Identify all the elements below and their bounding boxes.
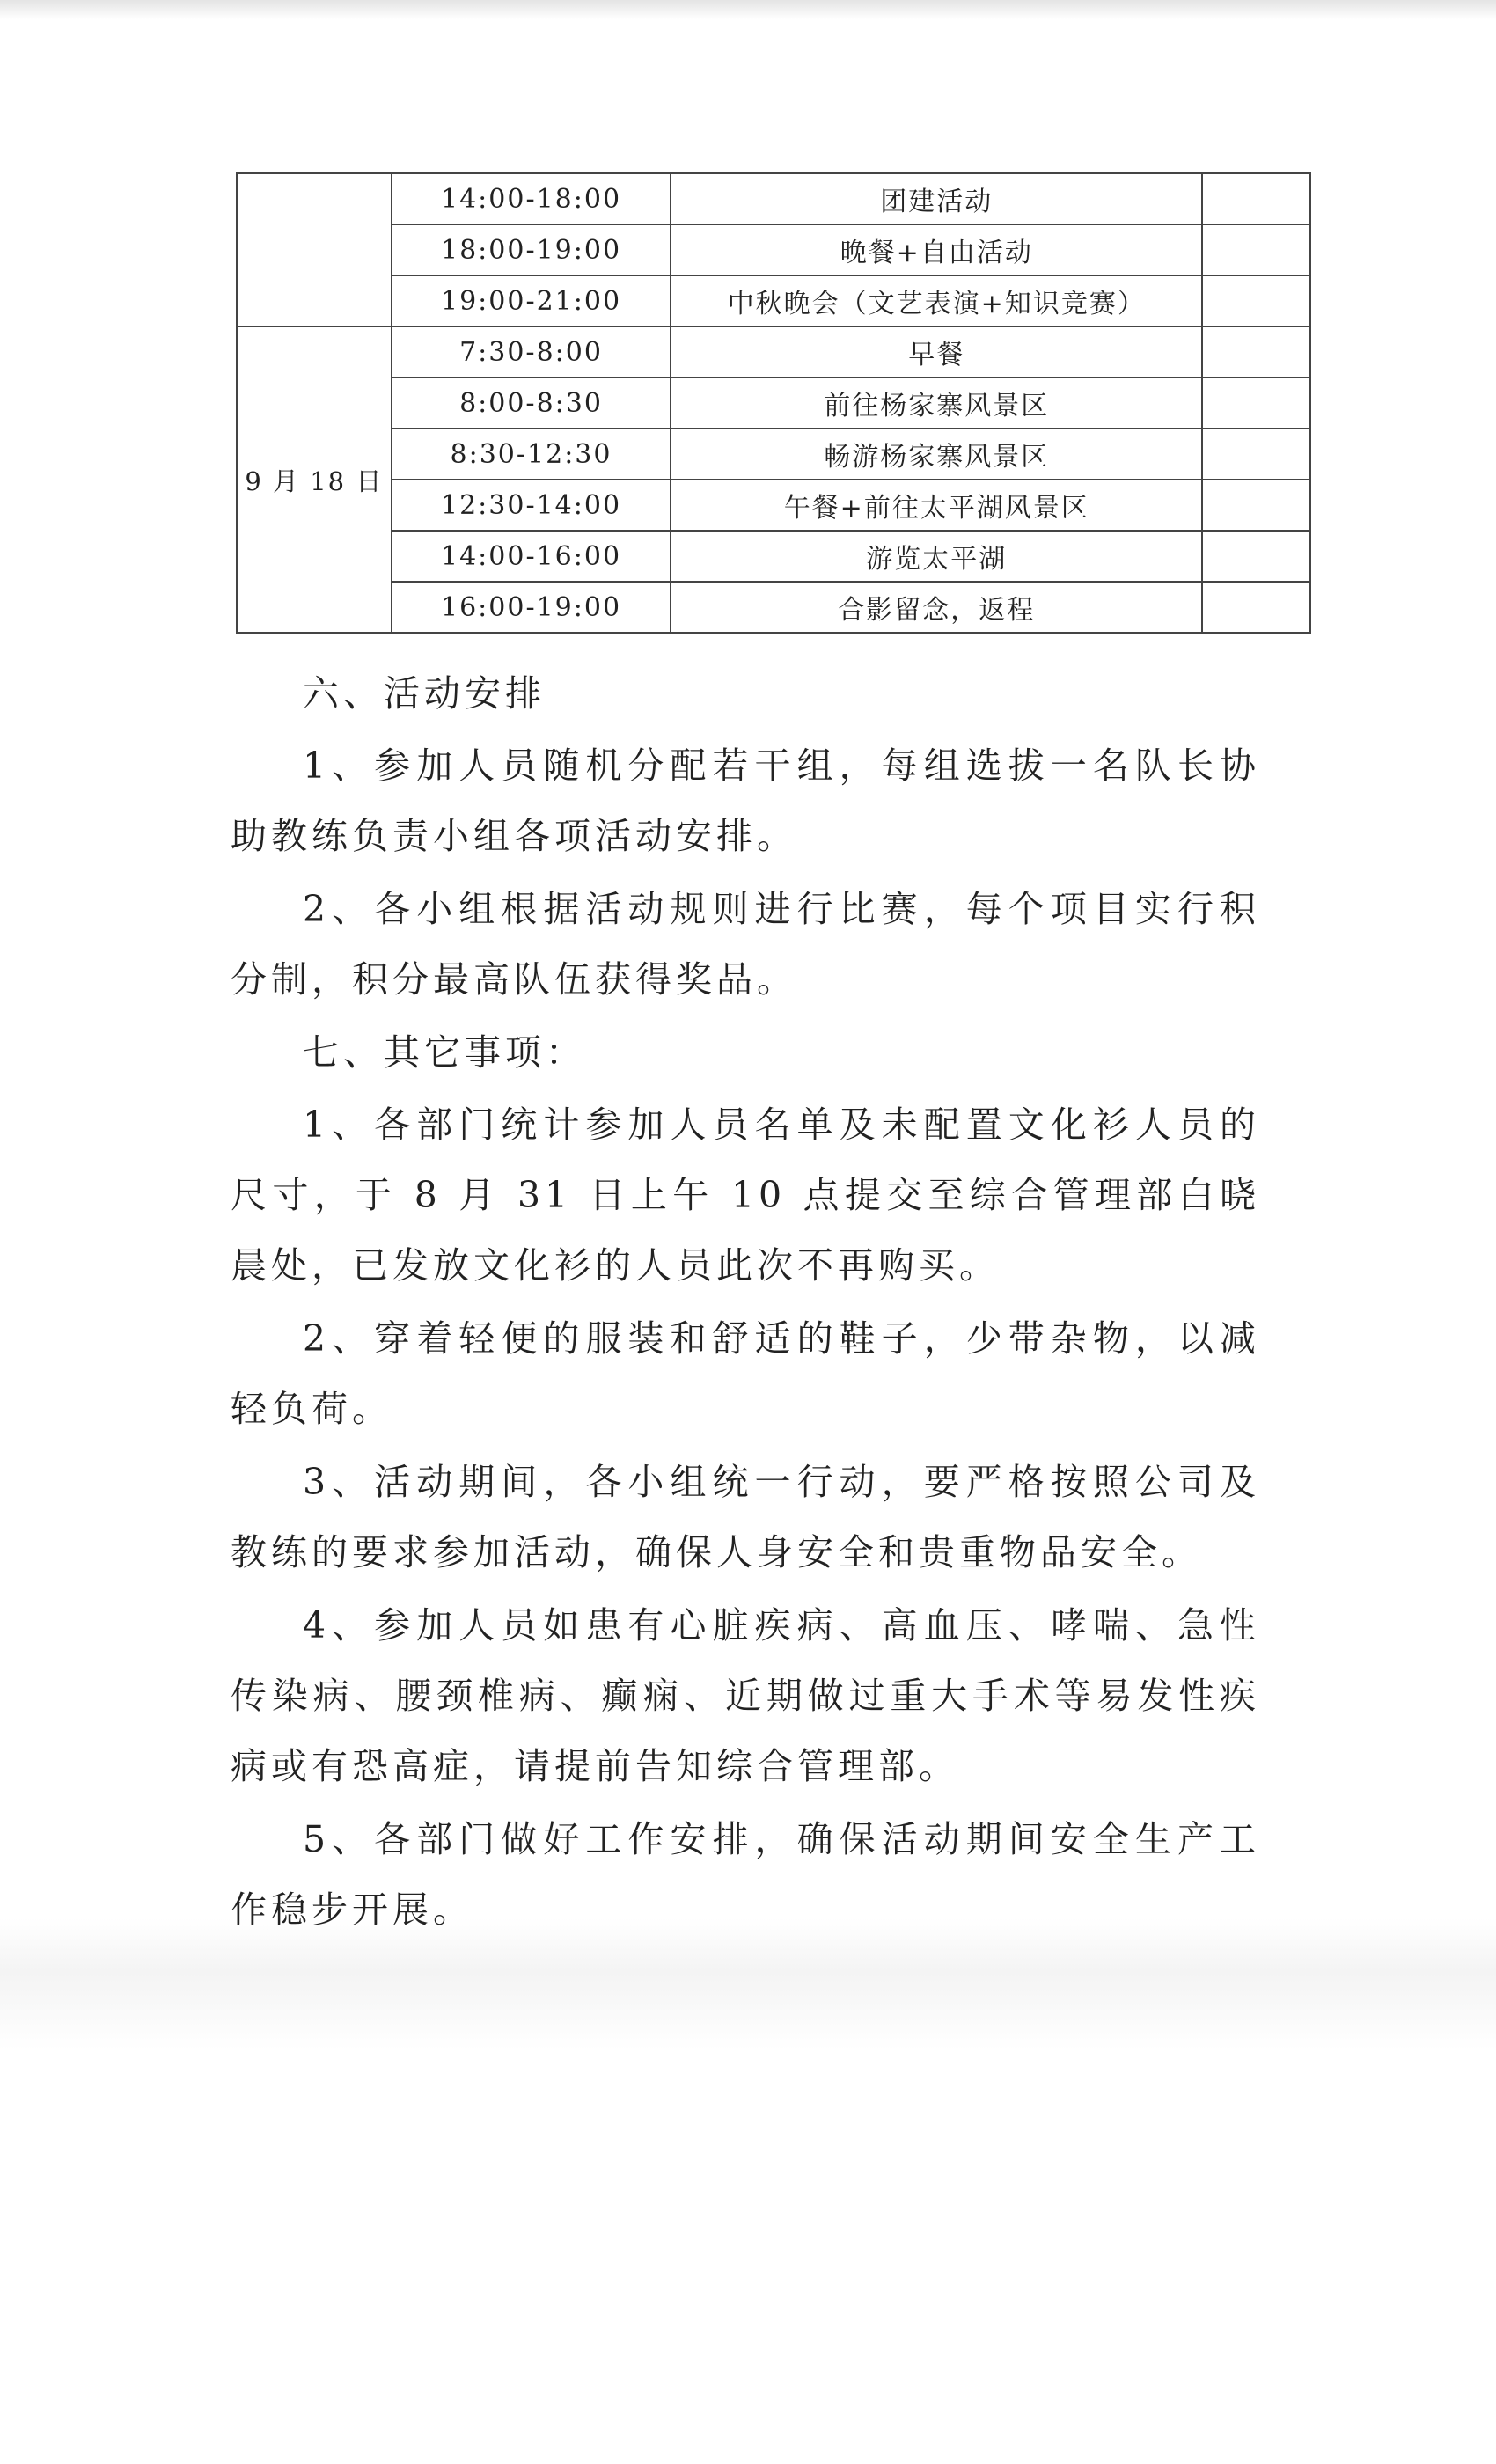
note-cell — [1202, 173, 1310, 224]
table-row — [237, 582, 1310, 633]
activity-cell: 合影留念，返程 — [671, 582, 1202, 633]
note-cell — [1202, 531, 1310, 582]
date-cell-day-two: 9 月 18 日 — [237, 326, 392, 633]
note-cell — [1202, 378, 1310, 429]
note-cell — [1202, 326, 1310, 378]
table-row — [237, 531, 1310, 582]
activity-cell: 中秋晚会（文艺表演+知识竞赛） — [671, 275, 1202, 326]
table-row — [237, 326, 1310, 378]
activity-cell: 游览太平湖 — [671, 531, 1202, 582]
scan-edge-shadow — [0, 0, 1496, 19]
time-cell: 14:00-16:00 — [392, 531, 671, 582]
paragraph: 1、各部门统计参加人员名单及未配置文化衫人员的尺寸，于 8 月 31 日上午 10 点提交至综合管理部白晓晨处，已发放文化衫的人员此次不再购买。 — [231, 1104, 1260, 1287]
date-cell-day-one — [237, 173, 392, 326]
time-cell: 12:30-14:00 — [392, 480, 671, 531]
time-cell: 7:30-8:00 — [392, 326, 671, 378]
paragraph: 1、参加人员随机分配若干组，每组选拔一名队长协助教练负责小组各项活动安排。 — [231, 744, 1260, 857]
paragraph: 2、穿着轻便的服装和舒适的鞋子，少带杂物，以减轻负荷。 — [231, 1317, 1260, 1430]
note-cell — [1202, 582, 1310, 633]
activity-cell: 午餐+前往太平湖风景区 — [671, 480, 1202, 531]
time-cell: 19:00-21:00 — [392, 275, 671, 326]
paragraph: 4、参加人员如患有心脏疾病、高血压、哮喘、急性传染病、腰颈椎病、癫痫、近期做过重大手术等易发性疾病或有恐高症，请提前告知综合管理部。 — [231, 1604, 1260, 1787]
note-cell — [1202, 275, 1310, 326]
paragraph: 5、各部门做好工作安排，确保活动期间安全生产工作稳步开展。 — [231, 1818, 1260, 1931]
table-row — [237, 429, 1310, 480]
activity-cell: 前往杨家寨风景区 — [671, 378, 1202, 429]
activity-cell: 早餐 — [671, 326, 1202, 378]
time-cell: 14:00-18:00 — [392, 173, 671, 224]
activity-cell: 畅游杨家寨风景区 — [671, 429, 1202, 480]
table-row — [237, 224, 1310, 275]
time-cell: 8:30-12:30 — [392, 429, 671, 480]
table-row — [237, 173, 1310, 224]
document-body — [231, 658, 1260, 1947]
table-row — [237, 480, 1310, 531]
activity-cell: 团建活动 — [671, 173, 1202, 224]
time-cell: 16:00-19:00 — [392, 582, 671, 633]
time-cell: 18:00-19:00 — [392, 224, 671, 275]
note-cell — [1202, 429, 1310, 480]
paragraph: 2、各小组根据活动规则进行比赛，每个项目实行积分制，积分最高队伍获得奖品。 — [231, 888, 1260, 1001]
table-row — [237, 378, 1310, 429]
activity-cell: 晚餐+自由活动 — [671, 224, 1202, 275]
schedule-table — [236, 172, 1311, 634]
note-cell — [1202, 480, 1310, 531]
note-cell — [1202, 224, 1310, 275]
paragraph: 3、活动期间，各小组统一行动，要严格按照公司及教练的要求参加活动，确保人身安全和贵重物品安全。 — [231, 1461, 1260, 1573]
time-cell: 8:00-8:30 — [392, 378, 671, 429]
table-row — [237, 275, 1310, 326]
section-heading-activity: 六、活动安排 — [303, 672, 546, 715]
section-heading-other: 七、其它事项： — [303, 1031, 586, 1074]
